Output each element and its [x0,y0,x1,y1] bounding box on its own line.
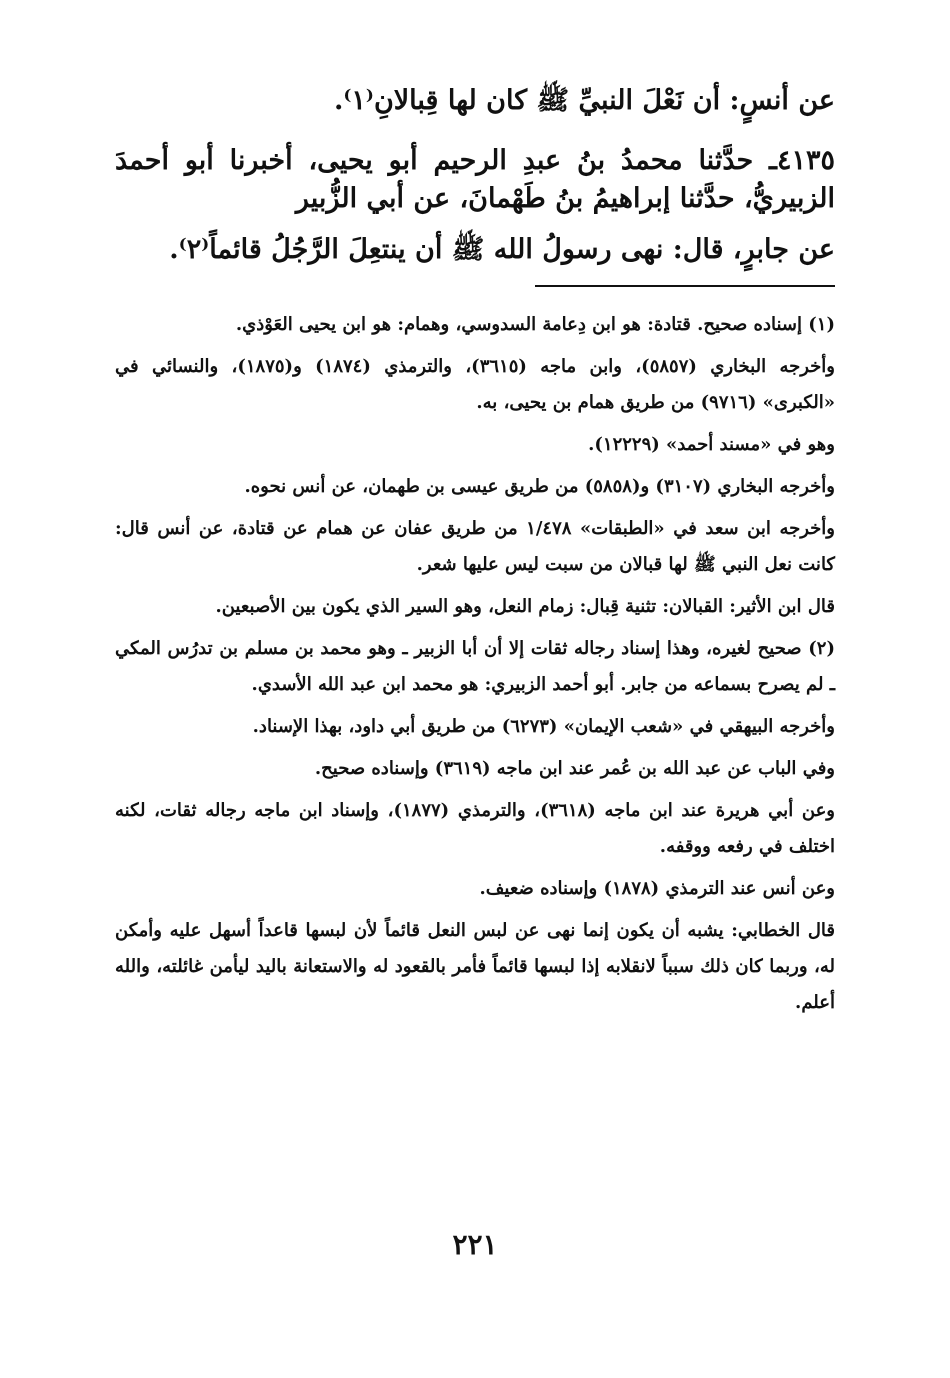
footnote-paragraph: وعن أبي هريرة عند ابن ماجه (٣٦١٨)، والترمذي (١٨٧٧)، وإسناد ابن ماجه رجاله ثقات، لكنه اختلف في رفعه ووقفه. [115,800,835,858]
footnote-paragraph: وأخرجه البخاري (٥٨٥٧)، وابن ماجه (٣٦١٥)، والترمذي (١٨٧٤) و(١٨٧٥)، والنسائي في «الكبرى» (٩٧١٦) من طريق همام بن يحيى، به. [115,356,835,414]
footnote-paragraph: وعن أنس عند الترمذي (١٨٧٨) وإسناده ضعيف. [479,878,835,900]
footnote-paragraph: قال الخطابي: يشبه أن يكون إنما نهى عن لبس النعل قائماً لأن لبسها قاعداً أسهل عليه وأمكن له، وربما كان ذلك سبباً لانقلابه إذا لبسها قائماً فأمر بالقعود له والاستعانة باليد ليأمن غائلته، والله أعلم. [115,920,835,1014]
footnotes [115,307,835,1021]
footnote-paragraph: وأخرجه البخاري (٣١٠٧) و(٥٨٥٨) من طريق عيسى بن طهمان، عن أنس نحوه. [244,476,835,498]
footnote-paragraph: قال ابن الأثير: القبالان: تثنية قِبال: زمام النعل، وهو السير الذي يكون بين الأصبعين. [215,596,835,618]
footnote-paragraph: وفي الباب عن عبد الله بن عُمر عند ابن ماجه (٣٦١٩) وإسناده صحيح. [314,758,835,780]
main-text-paragraph-1: عن أنسٍ: أن نَعْلَ النبيِّ ﷺ كان لها قِبالانِ⁽١⁾. [333,85,835,116]
footnote-paragraph: وأخرجه البيهقي في «شعب الإيمان» (٦٢٧٣) من طريق أبي داود، بهذا الإسناد. [252,716,835,738]
footnote-paragraph: وأخرجه ابن سعد في «الطبقات» ١/٤٧٨ من طريق عفان عن همام عن قتادة، عن أنس قال: كانت نعل النبي ﷺ لها قبالان من سبت ليس عليها شعر. [115,518,835,576]
footnote-paragraph: (٢) صحيح لغيره، وهذا إسناد رجاله ثقات إلا أن أبا الزبير ـ وهو محمد بن مسلم بن تدرُس المكي ـ لم يصرح بسماعه من جابر. أبو أحمد الزبيري: هو محمد ابن عبد الله الأسدي. [115,638,835,696]
main-text-paragraph-2: ٤١٣٥ـ حدَّثنا محمدُ بنُ عبدِ الرحيم أبو يحيى، أخبرنا أبو أحمدَ الزبيريُّ، حدَّثنا إبراهيمُ بنُ طَهْمانَ، عن أبي الزُّبير [115,144,835,214]
footnote-separator [535,285,835,287]
page-number: ٢٢١ [452,1228,498,1261]
footnote-paragraph: وهو في «مسند أحمد» (١٢٢٢٩). [588,434,835,456]
main-text-paragraph-3: عن جابرٍ، قال: نهى رسولُ الله ﷺ أن ينتعِلَ الرَّجُلُ قائماً⁽٢⁾. [169,234,835,266]
footnote-paragraph: (١) إسناده صحيح. قتادة: هو ابن دِعامة السدوسي، وهمام: هو ابن يحيى العَوْذي. [235,314,835,336]
